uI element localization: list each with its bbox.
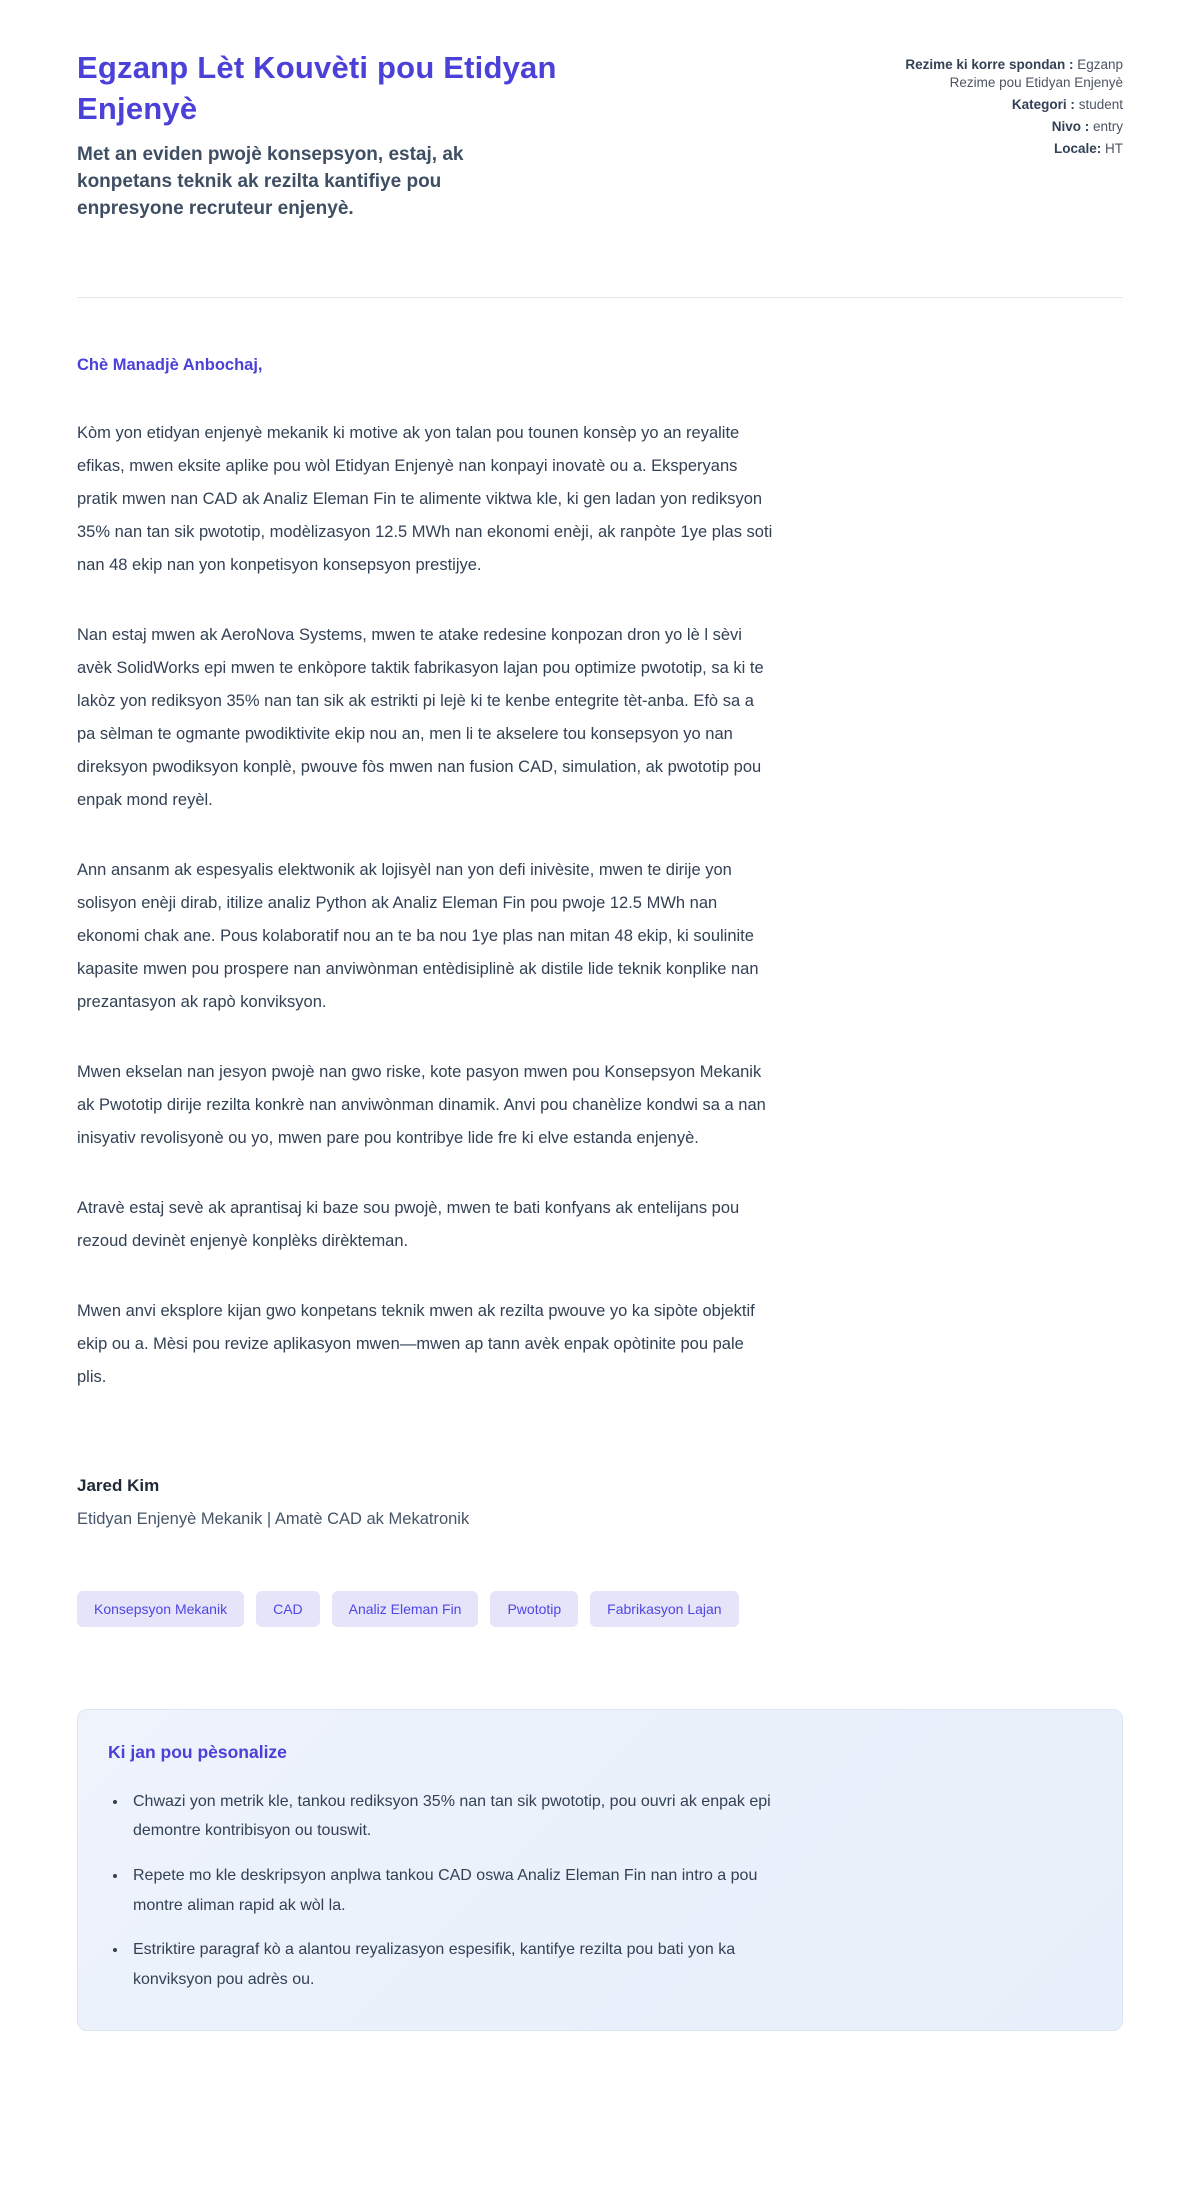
letter-paragraph-3: Ann ansanm ak espesyalis elektwonik ak lojisyèl nan yon defi inivèsite, mwen te dirije yon solisyon enèji dirab, itilize analiz Python ak Analiz Eleman Fin pou pwoje 12.5 MWh nan ekonomi chak ane. Pous kolaboratif nou an te ba nou 1ye plas nan mitan 48 ekip, ki soulinite kapasite mwen pou prospere nan anviwònman entèdisiplinè ak distile lide teknik konplike nan prezantasyon ak rapò konviksyon. — [77, 860, 759, 1011]
header-title-block — [77, 48, 901, 223]
meta-label-locale: Locale: — [1053, 141, 1102, 157]
signature-role: Etidyan Enjenyè Mekanik | Amatè CAD ak Mekatronik — [77, 1509, 470, 1528]
header-divider — [77, 297, 1123, 298]
tips-item-1: • Chwazi yon metrik kle, tankou rediksyon 35% nan tan sik pwototip, pou ouvri ak enpak epi demontre kontribisyon ou touswit. — [128, 1787, 778, 1846]
meta-block — [901, 48, 1123, 162]
tips-title: Ki jan pou pèsonalize — [108, 1741, 287, 1762]
personalize-tips-box — [77, 1709, 1123, 2032]
tag-pill-cad: CAD — [256, 1591, 320, 1627]
meta-item-category — [901, 96, 1123, 114]
tips-item-3: • Estriktire paragraf kò a alantou reyalizasyon espesifik, kantifye rezilta pou bati yon ka konviksyon pou adrès ou. — [128, 1935, 778, 1994]
tag-pill-analiz-eleman-fin: Analiz Eleman Fin — [332, 1591, 479, 1627]
tips-item-2: • Repete mo kle deskripsyon anplwa tankou CAD oswa Analiz Eleman Fin nan intro a pou montre aliman rapid ak wòl la. — [128, 1861, 778, 1920]
meta-value-category: student — [1078, 97, 1123, 113]
meta-label-level: Nivo : — [1051, 119, 1090, 135]
meta-label-resume: Rezime ki korre spondan : — [905, 57, 1074, 72]
letter-greeting: Chè Manadjè Anbochaj, — [77, 355, 263, 374]
page-title: Egzanp Lèt Kouvèti pou Etidyan Enjenyè — [77, 50, 557, 126]
page-header — [77, 48, 1123, 223]
letter-paragraph-2: Nan estaj mwen ak AeroNova Systems, mwen te atake redesine konpozan dron yo lè l sèvi avèk SolidWorks epi mwen te enkòpore taktik fabrikasyon lajan pou optimize pwototip, sa ki te lakòz yon rediksyon 35% nan tan sik ak estrikti pi lejè ki te kenbe entegrite tèt-anba. Efò sa a pa sèlman te ogmante pwodiktivite ekip nou an, men li te akselere tou konsepsyon yo nan direksyon pwodiksyon konplè, pwouve fòs mwen nan fusion CAD, simulation, ak pwototip pou enpak mond reyèl. — [77, 625, 764, 809]
letter-paragraph-4: Mwen ekselan nan jesyon pwojè nan gwo riske, kote pasyon mwen pou Konsepsyon Mekanik ak Pwototip dirije rezilta konkrè nan anviwònman dinamik. Anvi pou chanèlize kondwi sa a nan inisyativ revolisyonè ou yo, mwen pare pou kontribye lide fre ki elve estanda enjenyè. — [77, 1062, 766, 1147]
meta-value-resume: Egzanp Rezime pou Etidyan Enjenyè — [949, 57, 1123, 91]
meta-item-resume — [901, 56, 1123, 92]
letter-body — [77, 356, 774, 1394]
meta-item-level — [901, 118, 1123, 136]
letter-paragraph-6: Mwen anvi eksplore kijan gwo konpetans teknik mwen ak rezilta pwouve yo ka sipòte objektif ekip ou a. Mèsi pou revize aplikasyon mwen—mwen ap tann avèk enpak opòtinite pou pale plis. — [77, 1301, 755, 1386]
tag-pill-fabrikasyon-lajan: Fabrikasyon Lajan — [590, 1591, 738, 1627]
signature-block — [77, 1476, 1123, 1529]
letter-paragraph-1: Kòm yon etidyan enjenyè mekanik ki motive ak yon talan pou tounen konsèp yo an reyalite efikas, mwen eksite aplike pou wòl Etidyan Enjenyè nan konpayi inovatè ou a. Eksperyans pratik mwen nan CAD ak Analiz Eleman Fin te alimente viktwa kle, ki gen ladan yon rediksyon 35% nan tan sik pwototip, modèlizasyon 12.5 MWh nan ekonomi enèji, ak ranpòte 1ye plas soti nan 48 ekip nan yon konpetisyon konsepsyon prestijye. — [77, 423, 773, 574]
signature-name: Jared Kim — [77, 1475, 160, 1495]
tag-pill-pwototip: Pwototip — [490, 1591, 578, 1627]
tips-list — [104, 1787, 778, 1995]
meta-item-locale — [901, 140, 1123, 158]
letter-paragraph-5: Atravè estaj sevè ak aprantisaj ki baze sou pwojè, mwen te bati konfyans ak entelijans pou rezoud devinèt enjenyè konplèks dirèkteman. — [77, 1198, 740, 1250]
page-subtitle: Met an eviden pwojè konsepsyon, estaj, ak konpetans teknik ak rezilta kantifiye pou enpresyone recruteur enjenyè. — [77, 143, 464, 219]
skill-tags — [77, 1591, 1123, 1627]
meta-value-locale: HT — [1105, 141, 1123, 157]
tag-pill-konsepsyon-mekanik: Konsepsyon Mekanik — [77, 1591, 244, 1627]
meta-value-level: entry — [1092, 119, 1123, 135]
meta-label-category: Kategori : — [1011, 97, 1075, 113]
